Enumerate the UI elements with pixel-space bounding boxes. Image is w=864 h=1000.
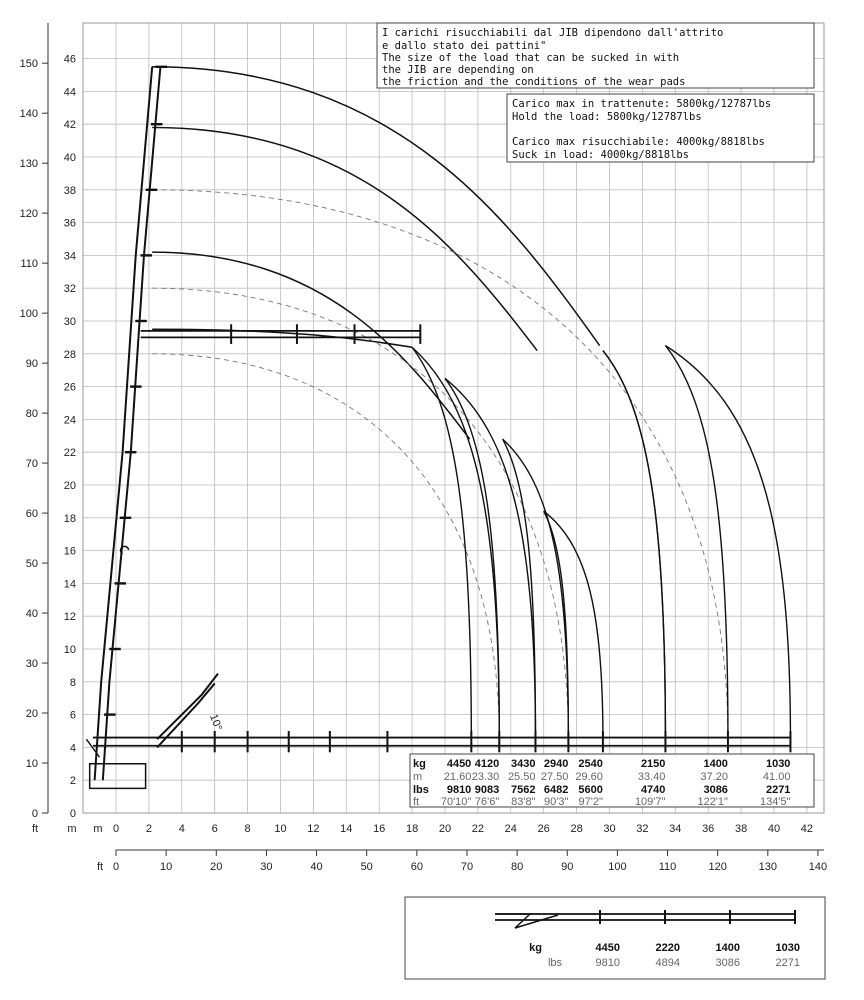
y-ft-tick-label: 80 bbox=[25, 408, 38, 421]
load-line-1: Carico max in trattenute: 5800kg/12787lbs bbox=[512, 98, 772, 110]
capacity-m-cell: 27.50 bbox=[540, 771, 569, 783]
x-ft-tick-label: 30 bbox=[260, 861, 273, 873]
note-line-2: e dallo stato dei pattini" bbox=[382, 40, 547, 52]
capacity-m-cell: 33.40 bbox=[637, 771, 666, 783]
y-ft-tick-label: 20 bbox=[25, 708, 38, 721]
x-ft-tick-label: 70 bbox=[460, 861, 474, 873]
row-label-lbs: lbs bbox=[413, 784, 429, 796]
envelope-curve bbox=[152, 127, 537, 350]
capacity-kg-cell: 4120 bbox=[474, 758, 500, 770]
x-m-tick-label: 2 bbox=[145, 823, 152, 835]
capacity-lbs-cell: 9810 bbox=[446, 784, 472, 796]
capacity-ft-cell: 97'2" bbox=[578, 796, 603, 808]
x-ft-tick-label: 20 bbox=[210, 861, 223, 873]
envelope-drop-curve bbox=[503, 439, 536, 739]
y-ft-tick-label: 140 bbox=[19, 108, 38, 121]
load-line-5: Suck in load: 4000kg/8818lbs bbox=[512, 149, 690, 161]
capacity-ft-cell: 76'6" bbox=[474, 796, 500, 808]
y-m-tick-label: 20 bbox=[63, 480, 76, 492]
x-m-tick-label: 40 bbox=[767, 823, 781, 835]
x-m-tick-label: 42 bbox=[800, 823, 814, 835]
lower-kg-cell: 4450 bbox=[595, 942, 620, 954]
y-m-tick-label: 38 bbox=[63, 184, 76, 197]
y-m-tick-label: 22 bbox=[63, 447, 76, 460]
capacity-table bbox=[410, 754, 814, 808]
lower-lbs-cell: 2271 bbox=[775, 957, 800, 969]
x-m-tick-label: 34 bbox=[669, 823, 682, 835]
y-m-tick-label: 2 bbox=[69, 775, 76, 788]
capacity-ft-cell: 109'7" bbox=[634, 796, 666, 808]
lower-lbs-cell: 3086 bbox=[715, 957, 740, 969]
lower-lbs-label: lbs bbox=[547, 957, 562, 969]
main-boom-right-edge bbox=[103, 67, 161, 780]
y-ft-unit-label: ft bbox=[31, 823, 39, 835]
y-ft-tick-label: 130 bbox=[19, 158, 38, 171]
y-ft-tick-label: 60 bbox=[25, 508, 38, 521]
raised-boom-upper bbox=[157, 674, 218, 740]
x-ft-tick-label: 40 bbox=[310, 861, 323, 873]
y-m-tick-label: 40 bbox=[63, 152, 76, 164]
lower-lbs-cell: 4894 bbox=[655, 957, 680, 969]
y-ft-tick-label: 50 bbox=[25, 558, 38, 571]
y-m-tick-label: 30 bbox=[63, 316, 76, 328]
capacity-kg-cell: 2540 bbox=[578, 758, 603, 770]
capacity-ft-cell: 134'5" bbox=[759, 796, 791, 808]
x-ft-tick-label: 60 bbox=[410, 861, 423, 873]
row-label-kg: kg bbox=[413, 758, 426, 770]
capacity-m-cell: 25.50 bbox=[507, 771, 536, 783]
x-m-tick-label: 8 bbox=[244, 823, 251, 835]
load-line-2: Hold the load: 5800kg/12787lbs bbox=[512, 111, 702, 123]
x-m-tick-label: 32 bbox=[636, 823, 649, 835]
y-m-tick-label: 8 bbox=[69, 676, 76, 689]
y-ft-tick-label: 30 bbox=[25, 658, 38, 671]
note-line-4: the JIB are depending on bbox=[382, 64, 534, 76]
y-m-tick-label: 10 bbox=[63, 644, 76, 656]
y-m-tick-label: 28 bbox=[63, 348, 76, 361]
capacity-m-cell: 23.30 bbox=[471, 771, 500, 783]
crane-base bbox=[90, 764, 146, 789]
y-ft-tick-label: 150 bbox=[19, 58, 38, 71]
x-m-tick-label: 24 bbox=[504, 823, 517, 835]
envelope-curve-dashed bbox=[152, 190, 728, 739]
main-boom-left-edge bbox=[95, 67, 153, 780]
crane-drawing bbox=[86, 67, 790, 789]
capacity-lbs-cell: 6482 bbox=[543, 784, 569, 796]
x-ft-unit-label: ft bbox=[96, 861, 104, 873]
capacity-kg-cell: 2940 bbox=[543, 758, 569, 770]
row-label-ft: ft bbox=[413, 796, 420, 808]
x-ft-tick-label: 110 bbox=[658, 861, 677, 873]
x-ft-tick-label: 0 bbox=[112, 861, 120, 873]
y-m-tick-label: 26 bbox=[63, 381, 76, 394]
load-line-4: Carico max risucchiabile: 4000kg/8818lbs bbox=[512, 136, 765, 148]
y-ft-tick-label: 0 bbox=[31, 808, 38, 820]
x-m-tick-label: 6 bbox=[211, 823, 218, 835]
capacity-ft-cell: 90'3" bbox=[544, 796, 569, 808]
capacity-lbs-cell: 3086 bbox=[703, 784, 728, 796]
x-ft-tick-label: 80 bbox=[510, 861, 524, 873]
lower-kg-cell: 1400 bbox=[715, 942, 740, 954]
note-line-3: The size of the load that can be sucked in with bbox=[382, 52, 680, 64]
x-m-tick-label: 30 bbox=[603, 823, 616, 835]
capacity-ft-cell: 122'1" bbox=[697, 796, 728, 808]
capacity-lbs-cell: 2271 bbox=[765, 784, 791, 796]
lower-jib-box bbox=[405, 897, 825, 979]
capacity-kg-cell: 3430 bbox=[510, 758, 536, 770]
x-ft-tick-label: 100 bbox=[608, 861, 627, 873]
y-m-tick-label: 44 bbox=[63, 86, 76, 99]
y-m-tick-label: 18 bbox=[63, 512, 76, 525]
x-m-tick-label: 16 bbox=[373, 823, 386, 835]
envelope-drop-curve bbox=[412, 347, 471, 739]
y-m-tick-label: 4 bbox=[69, 742, 76, 755]
envelope-drop-curve bbox=[445, 378, 535, 739]
y-m-tick-label: 12 bbox=[63, 611, 76, 624]
y-m-tick-label: 6 bbox=[69, 709, 76, 722]
x-ft-tick-label: 120 bbox=[708, 861, 727, 873]
y-ft-tick-label: 100 bbox=[19, 308, 38, 321]
y-m-tick-label: 36 bbox=[63, 217, 76, 230]
envelope-drop-curve bbox=[603, 351, 666, 740]
x-m-tick-label: 36 bbox=[702, 823, 715, 835]
x-ft-tick-label: 90 bbox=[561, 861, 574, 873]
capacity-m-cell: 29.60 bbox=[575, 771, 603, 783]
row-label-m: m bbox=[413, 771, 423, 783]
lower-lbs-cell: 9810 bbox=[595, 957, 620, 969]
envelope-drop-curve bbox=[544, 511, 603, 739]
lower-kg-cell: 2220 bbox=[655, 942, 680, 954]
capacity-kg-cell: 1400 bbox=[703, 758, 728, 770]
envelope-drop-curve bbox=[603, 351, 666, 740]
capacity-lbs-cell: 9083 bbox=[474, 784, 500, 796]
x-m-unit-label: m bbox=[67, 823, 77, 835]
y-ft-tick-label: 10 bbox=[25, 758, 38, 771]
capacity-ft-cell: 70'10" bbox=[440, 796, 472, 808]
x-m-tick-label: 28 bbox=[570, 823, 583, 835]
note-line-1: I carichi risucchiabili dal JIB dipendono dall'attrito bbox=[382, 27, 724, 39]
y-m-tick-label: 46 bbox=[63, 53, 76, 66]
x-m-tick-label: 0 bbox=[112, 823, 120, 835]
capacity-kg-cell: 2150 bbox=[640, 758, 666, 770]
y-m-tick-label: 32 bbox=[63, 283, 76, 296]
capacity-m-cell: 41.00 bbox=[762, 771, 791, 783]
capacity-lbs-cell: 5600 bbox=[578, 784, 603, 796]
angle-label: 10° bbox=[207, 712, 225, 733]
y-m-tick-label: 42 bbox=[63, 119, 76, 132]
capacity-ft-cell: 83'8" bbox=[511, 796, 536, 808]
capacity-lbs-cell: 7562 bbox=[510, 784, 536, 796]
envelope-drop-curve bbox=[665, 346, 728, 740]
capacity-kg-cell: 1030 bbox=[765, 758, 791, 770]
x-m-tick-label: 4 bbox=[178, 823, 185, 835]
x-ft-tick-label: 10 bbox=[160, 861, 173, 873]
lower-kg-label: kg bbox=[529, 942, 542, 954]
envelope-curve bbox=[152, 252, 469, 439]
y-m-tick-label: 34 bbox=[63, 250, 76, 263]
x-m-tick-label: 38 bbox=[734, 823, 748, 835]
x-m-tick-label: 20 bbox=[438, 823, 452, 835]
capacity-kg-cell: 4450 bbox=[446, 758, 472, 770]
x-m-tick-label: 26 bbox=[537, 823, 550, 835]
note-line-5: the friction and the conditions of the wear pads bbox=[382, 76, 686, 88]
x-m-tick-label: 14 bbox=[340, 823, 353, 835]
x-ft-tick-label: 140 bbox=[808, 861, 828, 873]
y-ft-tick-label: 40 bbox=[25, 608, 38, 621]
y-m-tick-label: 16 bbox=[63, 545, 76, 558]
lower-kg-cell: 1030 bbox=[775, 942, 800, 954]
x-m-tick-label: 12 bbox=[307, 823, 320, 835]
x-ft-tick-label: 50 bbox=[360, 861, 373, 873]
capacity-lbs-cell: 4740 bbox=[640, 784, 666, 796]
x-m-tick-label: 10 bbox=[274, 823, 287, 835]
y-ft-tick-label: 120 bbox=[19, 208, 38, 221]
capacity-m-cell: 21.60 bbox=[443, 771, 472, 783]
y-ft-tick-label: 90 bbox=[25, 358, 38, 371]
x-m-tick-label: 22 bbox=[471, 823, 485, 835]
y-m-tick-label: 14 bbox=[63, 578, 76, 591]
y-m-tick-label: 0 bbox=[69, 808, 76, 820]
y-ft-tick-label: 70 bbox=[25, 458, 38, 471]
x-ft-tick-label: 130 bbox=[758, 861, 777, 873]
y-ft-tick-label: 110 bbox=[20, 258, 38, 271]
x-m-tick-label: 18 bbox=[405, 823, 419, 835]
y-m-tick-label: 24 bbox=[63, 414, 76, 427]
envelope-curve-dashed bbox=[152, 354, 499, 739]
capacity-m-cell: 37.20 bbox=[700, 771, 728, 783]
x-m-unit-label-2: m bbox=[93, 823, 103, 835]
